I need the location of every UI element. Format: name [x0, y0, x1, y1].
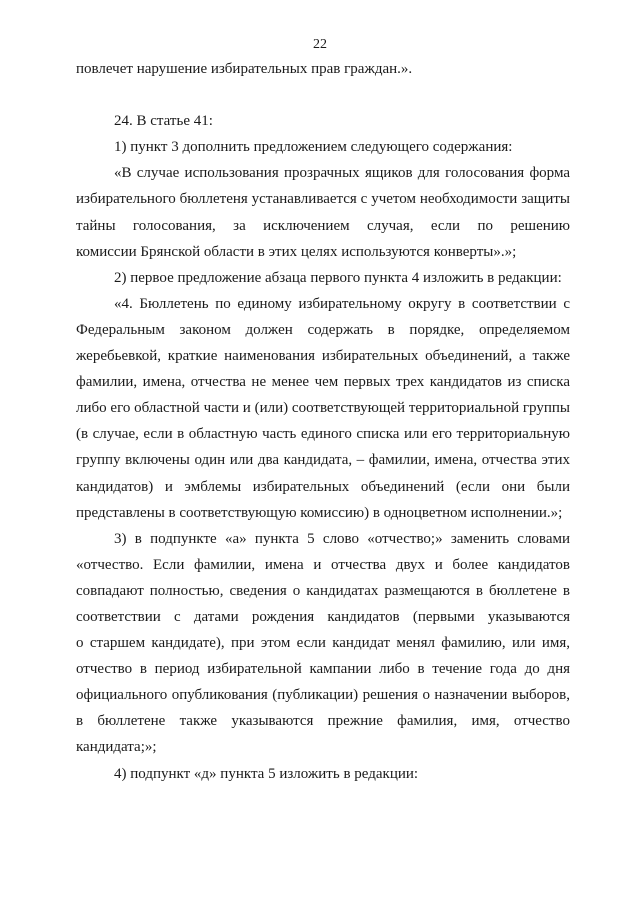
text-line: либо его областной части и (или) соответствующей территориальной группы: [76, 400, 570, 417]
text-line: представлены в соответствующую комиссию) в одноцветном исполнении.»;: [76, 504, 563, 521]
text-line: Федеральным законом должен содержать в порядке, определяемом: [76, 321, 570, 338]
document-body: [76, 56, 570, 787]
text-line: отчество в период избирательной кампании либо в течение года до дня: [76, 661, 570, 678]
text-line: «4. Бюллетень по единому избирательному округу в соответствии с: [114, 295, 570, 312]
text-line: повлечет нарушение избирательных прав граждан.».: [76, 61, 413, 77]
text-line: 3) в подпункте «а» пункта 5 слово «отчество;» заменить словами: [114, 530, 570, 547]
text-line: совпадают полностью, сведения о кандидатах размещаются в бюллетене в: [76, 582, 570, 599]
text-line: группу включены один или два кандидата, – фамилии, имена, отчества этих: [76, 452, 570, 469]
blank-line: [76, 82, 570, 108]
text-line: тайны голосования, за исключением случая, если по решению: [76, 217, 570, 234]
text-line: 4) подпункт «д» пункта 5 изложить в редакции:: [114, 765, 419, 782]
text-line: «отчество. Если фамилии, имена и отчества двух и более кандидатов: [76, 556, 570, 573]
text-line: о старшем кандидате), при этом если кандидат менял фамилию, или имя,: [76, 635, 570, 652]
text-line: (в случае, если в областную часть единого списка или его территориальную: [76, 426, 570, 443]
text-line: соответствии с датами рождения кандидатов (первыми указываются: [76, 608, 570, 625]
text-line: кандидатов) и эмблемы избирательных объединений (если они были: [76, 478, 570, 495]
text-line: избирательного бюллетеня устанавливается с учетом необходимости защиты: [76, 191, 570, 208]
text-line: «В случае использования прозрачных ящиков для голосования форма: [114, 165, 570, 182]
text-line: 24. В статье 41:: [114, 113, 213, 130]
text-line: официального опубликования (публикации) решения о назначении выборов,: [76, 687, 570, 704]
text-line: комиссии Брянской области в этих целях используются конверты».»;: [76, 243, 517, 260]
text-line: 2) первое предложение абзаца первого пункта 4 изложить в редакции:: [114, 269, 562, 286]
text-line: в бюллетене также указываются прежние фамилия, имя, отчество: [76, 713, 570, 730]
text-line: жеребьевкой, краткие наименования избирательных объединений, а также: [76, 348, 570, 365]
page-number: 22: [313, 37, 327, 52]
text-line: кандидата;»;: [76, 739, 157, 756]
text-line: фамилии, имена, отчества не менее чем первых трех кандидатов из списка: [76, 374, 570, 391]
text-line: 1) пункт 3 дополнить предложением следующего содержания:: [114, 139, 513, 156]
